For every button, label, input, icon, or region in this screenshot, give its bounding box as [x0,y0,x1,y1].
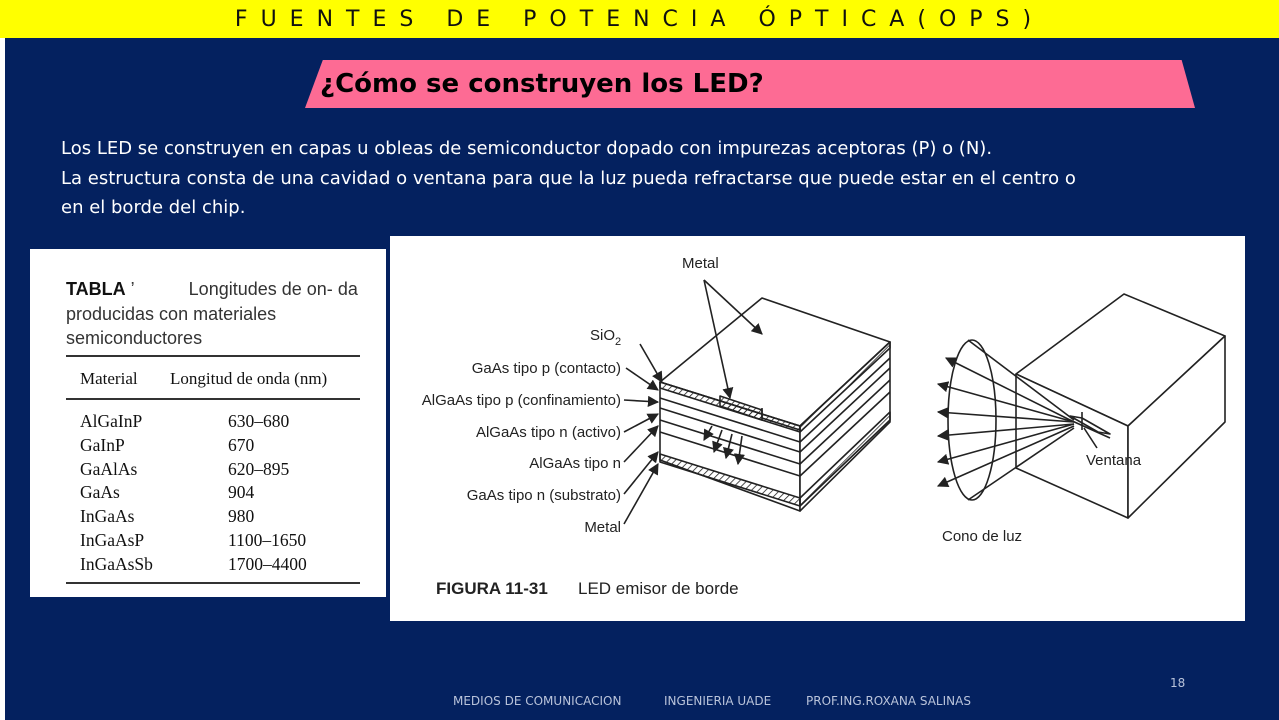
table-row [80,506,370,530]
cell-material: GaAlAs [80,458,138,479]
cell-wavelength: 630–680 [228,411,290,431]
cell-wavelength: 670 [228,434,255,455]
table-row [80,482,370,506]
header-material: Material [80,369,138,388]
table-row [80,554,370,578]
label-cono: Cono de luz [942,528,1023,545]
layered-chip [660,298,890,511]
label-sio2-sub: 2 [615,336,622,348]
label-sio2 [590,327,621,348]
paragraph-line: La estructura consta de una cavidad o ventana para que la luz pueda refractarse que puede estar en el centro o [61,167,1076,189]
table-caption [66,277,366,351]
label-sio2-base: SiO [590,327,616,344]
header-wavelength: Longitud de onda (nm) [170,369,328,388]
banner-title: FUENTES DE POTENCIA ÓPTICA(OPS) [234,6,1045,32]
figure-number: FIGURA 11-31 [436,579,548,598]
table-rule-header [66,398,360,400]
table-row [80,459,370,483]
label-gaas-p: GaAs tipo p (contacto) [471,360,621,377]
table-label: TABLA [66,279,126,299]
cell-material: GaInP [80,434,125,455]
top-banner [0,0,1279,38]
table-row [80,435,370,459]
slide-paragraph [61,134,1181,223]
cell-material: AlGaInP [80,411,143,431]
cell-wavelength: 904 [228,482,255,503]
footer-professor: PROF.ING.ROXANA SALINAS [806,694,971,708]
cell-material: GaAs [80,482,120,503]
label-metal-bottom: Metal [584,519,621,536]
cell-material: InGaAsSb [80,553,153,574]
cell-material: InGaAsP [80,529,145,550]
label-algaas-n: AlGaAs tipo n [529,455,621,472]
led-diagram [390,236,1245,621]
cell-wavelength: 1700–4400 [228,553,307,574]
label-metal-top: Metal [682,255,719,272]
cell-material: InGaAs [80,506,135,527]
footer-school: INGENIERIA UADE [664,694,772,708]
caption-part2: da producidas con materiales semiconductores [66,279,358,348]
cell-wavelength: 620–895 [228,458,290,479]
page-number: 18 [1170,676,1186,690]
footer-course: MEDIOS DE COMUNICACION [453,694,622,708]
caption-part1: Longitudes de on- [188,279,333,299]
edge-emitter-chip [938,294,1225,518]
paragraph-line: Los LED se construyen en capas u obleas de semiconductor dopado con impurezas aceptoras (P) o (N). [61,138,993,159]
figure-caption: LED emisor de borde [578,579,739,598]
table-row [80,530,370,554]
table-rule-bottom [66,582,360,584]
label-ventana: Ventana [1086,452,1142,469]
table-row [80,411,370,435]
cell-wavelength: 1100–1650 [228,529,307,550]
led-figure [390,236,1245,621]
slide-heading: ¿Cómo se construyen los LED? [320,69,764,99]
label-gaas-n: GaAs tipo n (substrato) [466,487,621,504]
table-label-mark: ’ [130,279,135,299]
paragraph-line: en el borde del chip. [61,197,246,218]
label-algaas-n-active: AlGaAs tipo n (activo) [475,424,621,441]
label-algaas-p: AlGaAs tipo p (confinamiento) [421,392,621,409]
wavelength-table [30,249,386,597]
table-body [80,411,370,578]
cell-wavelength: 980 [228,506,255,527]
table-rule-top [66,355,360,357]
